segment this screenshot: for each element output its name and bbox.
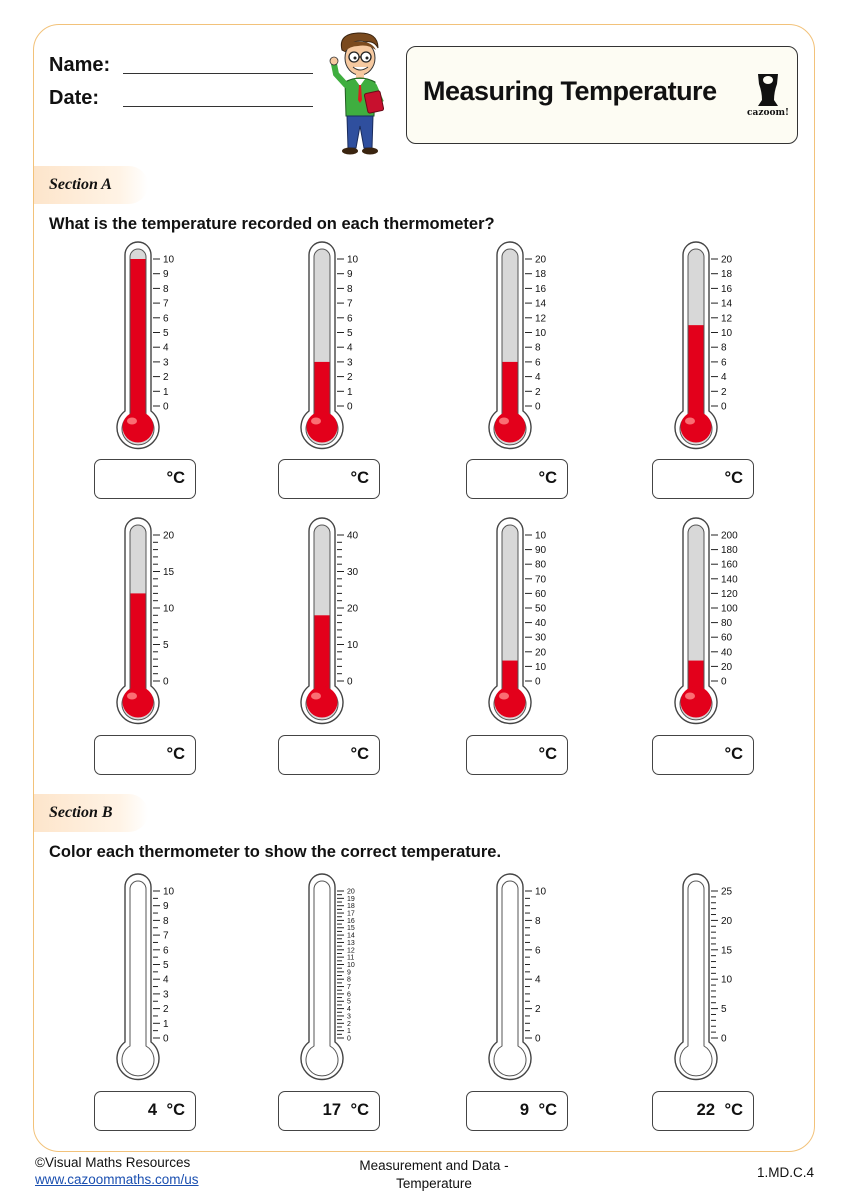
thermometer [470, 517, 580, 734]
thermometer[interactable] [98, 873, 208, 1090]
tick-label: 4 [347, 342, 353, 354]
tick-label: 17 [347, 910, 355, 918]
answer-unit: °C [350, 469, 369, 487]
answer-box[interactable] [278, 735, 380, 775]
tick-label: 9 [163, 269, 169, 281]
tick-label: 3 [347, 1013, 351, 1021]
tick-label: 0 [535, 401, 541, 413]
cazoom-logo-icon [743, 70, 793, 122]
thermometer [470, 241, 580, 459]
thermometer [656, 517, 766, 734]
tick-label: 18 [721, 269, 733, 281]
tick-label: 7 [163, 298, 169, 310]
tick-label: 40 [347, 530, 359, 542]
answer-unit: °C [350, 1101, 369, 1119]
answer-unit: °C [350, 745, 369, 763]
tick-label: 16 [347, 917, 355, 925]
tick-label: 5 [163, 328, 169, 339]
tick-label: 12 [535, 313, 547, 325]
answer-value: 22 [696, 1101, 715, 1119]
tick-label: 0 [347, 401, 353, 413]
mercury-column [131, 593, 146, 692]
bulb-shine [499, 693, 509, 700]
mercury-column [131, 259, 146, 417]
answer-box[interactable] [652, 1091, 754, 1131]
tick-label: 7 [347, 298, 353, 310]
thermometer[interactable] [282, 873, 392, 1090]
tick-label: 4 [721, 372, 727, 384]
tick-label: 8 [163, 283, 169, 295]
tick-label: 6 [347, 313, 353, 325]
tick-label: 6 [347, 991, 351, 999]
answer-box[interactable] [466, 1091, 568, 1131]
mercury-bulb [307, 687, 338, 718]
tick-label: 0 [163, 1033, 169, 1045]
teacher-cartoon-icon [328, 30, 392, 160]
section-b-question: Color each thermometer to show the correct temperature. [49, 843, 502, 861]
tick-label: 5 [347, 328, 353, 339]
tick-label: 10 [721, 328, 733, 339]
date-input-line[interactable] [123, 106, 313, 107]
tick-label: 10 [721, 974, 733, 986]
tick-label: 1 [347, 386, 353, 398]
tick-label: 7 [347, 984, 351, 991]
logo-text: cazoom! [747, 108, 789, 118]
thermometer [282, 517, 392, 734]
bulb-shine [499, 418, 509, 425]
tick-label: 2 [721, 386, 727, 398]
tick-label: 10 [163, 254, 175, 266]
tick-label: 10 [163, 886, 175, 898]
answer-unit: °C [724, 1101, 743, 1119]
tick-label: 16 [721, 283, 733, 295]
mercury-bulb [495, 412, 526, 443]
tick-label: 10 [535, 661, 547, 673]
section-b-tab: Section B [34, 794, 148, 832]
answer-value: 9 [519, 1101, 529, 1119]
tick-label: 8 [535, 342, 541, 354]
answer-box[interactable] [466, 735, 568, 775]
tick-label: 3 [163, 989, 169, 1001]
tick-label: 3 [163, 357, 169, 369]
bulb-shine [685, 693, 695, 700]
tick-label: 25 [721, 886, 733, 898]
tick-label: 60 [721, 632, 733, 644]
tick-label: 20 [535, 647, 547, 659]
tick-label: 200 [721, 530, 738, 542]
tick-label: 19 [347, 895, 355, 903]
mercury-column [503, 362, 518, 417]
tick-label: 70 [535, 574, 547, 586]
mercury-column [315, 615, 330, 692]
tick-label: 12 [347, 947, 355, 955]
thermometer [98, 241, 208, 459]
tick-label: 5 [163, 960, 169, 971]
tick-label: 10 [347, 254, 359, 266]
answer-unit: °C [166, 469, 185, 487]
tick-label: 20 [721, 915, 733, 927]
name-label: Name: [49, 54, 111, 76]
tick-label: 8 [535, 915, 541, 927]
mercury-column [315, 362, 330, 417]
worksheet-title: Measuring Temperature [423, 76, 717, 106]
footer-website-link[interactable]: www.cazoommaths.com/us [35, 1172, 199, 1187]
tick-label: 4 [163, 342, 169, 354]
bulb-shine [311, 418, 321, 425]
tick-label: 14 [721, 298, 733, 310]
answer-value: 17 [322, 1101, 341, 1119]
answer-box[interactable] [94, 735, 196, 775]
tick-label: 0 [535, 1033, 541, 1045]
tick-label: 100 [721, 603, 738, 615]
tick-label: 30 [347, 567, 359, 578]
footer-standard-code: 1.MD.C.4 [756, 1165, 814, 1180]
mercury-bulb [123, 412, 154, 443]
answer-box[interactable] [94, 459, 196, 499]
tick-label: 18 [347, 903, 355, 911]
answer-box[interactable] [278, 1091, 380, 1131]
tick-label: 4 [535, 372, 541, 384]
tick-label: 7 [163, 930, 169, 942]
tick-label: 16 [535, 283, 547, 295]
tick-label: 8 [163, 915, 169, 927]
mercury-bulb [681, 687, 712, 718]
tick-label: 1 [163, 386, 169, 398]
tick-label: 9 [347, 269, 353, 281]
tick-label: 2 [163, 372, 169, 384]
tick-label: 50 [535, 603, 547, 615]
tick-label: 2 [163, 1004, 169, 1016]
tick-label: 6 [163, 313, 169, 325]
answer-unit: °C [538, 469, 557, 487]
tick-label: 11 [347, 954, 355, 962]
tick-label: 15 [163, 567, 175, 578]
section-a-question: What is the temperature recorded on each thermometer? [49, 215, 495, 233]
tick-label: 8 [347, 283, 353, 295]
tick-label: 4 [347, 1006, 351, 1014]
answer-box[interactable] [652, 459, 754, 499]
name-input-line[interactable] [123, 73, 313, 74]
tick-label: 1 [347, 1028, 351, 1036]
answer-unit: °C [538, 1101, 557, 1119]
bulb-shine [311, 693, 321, 700]
answer-unit: °C [538, 745, 557, 763]
section-a-tab: Section A [34, 166, 148, 204]
tick-label: 30 [535, 632, 547, 644]
tick-label: 9 [163, 901, 169, 913]
footer-topic [334, 1157, 534, 1193]
tick-label: 60 [535, 588, 547, 600]
tick-label: 18 [535, 269, 547, 281]
bulb-shine [685, 418, 695, 425]
tick-label: 5 [163, 640, 169, 651]
title-box [406, 46, 798, 144]
tick-label: 14 [535, 298, 547, 310]
tick-label: 40 [535, 618, 547, 630]
answer-box[interactable] [466, 459, 568, 499]
tick-label: 15 [347, 925, 355, 933]
tick-label: 12 [721, 313, 733, 325]
tick-label: 10 [535, 530, 547, 542]
tick-label: 0 [163, 676, 169, 688]
tick-label: 6 [535, 945, 541, 957]
answer-box[interactable] [278, 459, 380, 499]
tick-label: 14 [347, 932, 355, 940]
tick-label: 6 [163, 945, 169, 957]
tick-label: 0 [347, 676, 353, 688]
tick-label: 10 [347, 961, 355, 969]
answer-unit: °C [724, 745, 743, 763]
mercury-column [689, 325, 704, 417]
thermometer [98, 517, 208, 734]
tick-label: 15 [721, 945, 733, 957]
thermometer[interactable] [470, 873, 580, 1090]
tick-label: 20 [721, 661, 733, 673]
footer-topic-line2: Temperature [396, 1176, 472, 1191]
tick-label: 40 [721, 647, 733, 659]
answer-unit: °C [166, 1101, 185, 1119]
bulb-shine [127, 693, 137, 700]
tick-label: 20 [535, 254, 547, 266]
tick-label: 10 [347, 640, 359, 651]
tick-label: 6 [721, 357, 727, 369]
tick-label: 2 [535, 1004, 541, 1016]
tick-label: 2 [347, 1020, 351, 1028]
tick-label: 0 [721, 1033, 727, 1045]
answer-value: 4 [147, 1101, 157, 1119]
tick-label: 0 [535, 676, 541, 688]
tick-label: 8 [347, 976, 351, 984]
tick-label: 20 [721, 254, 733, 266]
tick-label: 180 [721, 545, 738, 557]
tick-label: 9 [347, 969, 351, 977]
footer-copyright: ©Visual Maths Resources [35, 1155, 191, 1170]
answer-unit: °C [166, 745, 185, 763]
bulb-shine [127, 418, 137, 425]
mercury-bulb [495, 687, 526, 718]
mercury-bulb [307, 412, 338, 443]
tick-label: 8 [721, 342, 727, 354]
tick-label: 140 [721, 574, 738, 586]
tick-label: 10 [535, 328, 547, 339]
tick-label: 20 [347, 888, 355, 896]
answer-unit: °C [724, 469, 743, 487]
tick-label: 120 [721, 588, 738, 600]
tick-label: 2 [347, 372, 353, 384]
tick-label: 4 [535, 974, 541, 986]
thermometer [656, 241, 766, 459]
tick-label: 0 [163, 401, 169, 413]
tick-label: 20 [347, 603, 359, 615]
mercury-bulb [681, 412, 712, 443]
thermometer[interactable] [656, 873, 766, 1090]
tick-label: 90 [535, 545, 547, 557]
thermometer [282, 241, 392, 459]
tick-label: 160 [721, 559, 738, 571]
tick-label: 0 [721, 401, 727, 413]
tick-label: 3 [347, 357, 353, 369]
footer-copyright-block [35, 1154, 199, 1188]
mercury-bulb [123, 687, 154, 718]
footer-topic-line1: Measurement and Data - [359, 1158, 509, 1173]
tick-label: 10 [535, 886, 547, 898]
tick-label: 5 [347, 998, 351, 1006]
tick-label: 80 [535, 559, 547, 571]
tick-label: 0 [721, 676, 727, 688]
tick-label: 0 [347, 1035, 351, 1043]
date-label: Date: [49, 87, 100, 109]
tick-label: 20 [163, 530, 175, 542]
tick-label: 1 [163, 1018, 169, 1030]
answer-box[interactable] [94, 1091, 196, 1131]
tick-label: 13 [347, 939, 355, 947]
tick-label: 4 [163, 974, 169, 986]
tick-label: 6 [535, 357, 541, 369]
tick-label: 5 [721, 1004, 727, 1016]
answer-box[interactable] [652, 735, 754, 775]
tick-label: 80 [721, 618, 733, 630]
tick-label: 10 [163, 603, 175, 615]
tick-label: 2 [535, 386, 541, 398]
